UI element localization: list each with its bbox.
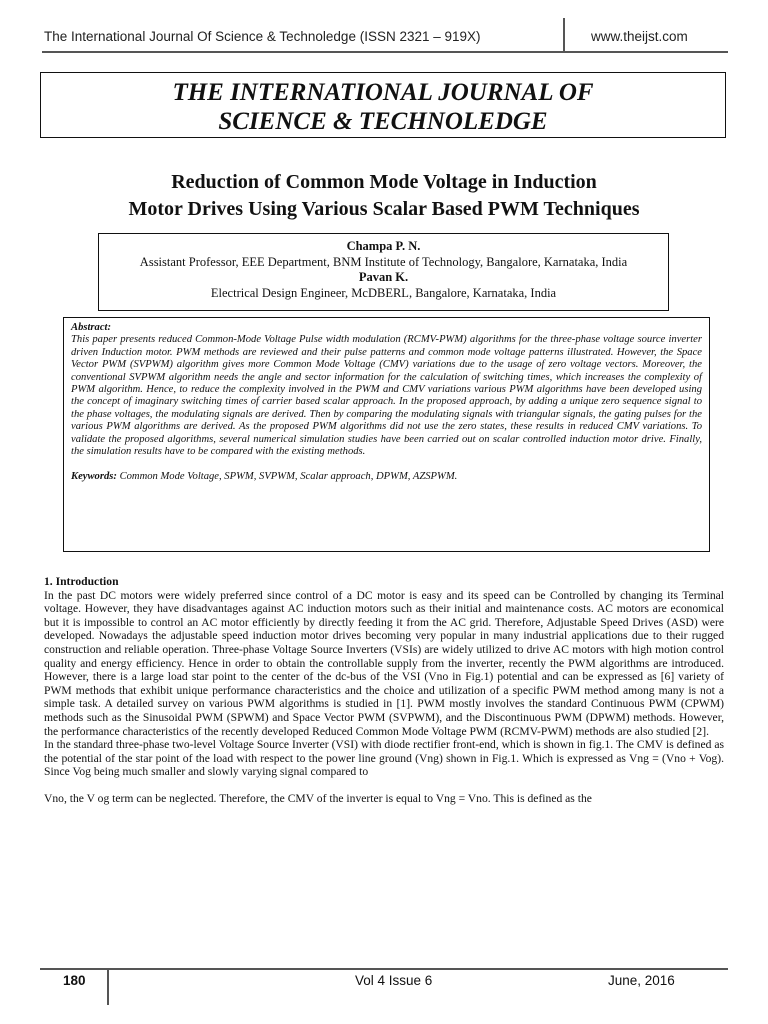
author-block: [98, 233, 669, 311]
publication-date: June, 2016: [608, 973, 675, 988]
abstract-label: Abstract:: [71, 322, 112, 333]
abstract-text: This paper presents reduced Common-Mode Voltage Pulse width modulation (RCMV-PWM) algorithms for the three-phase voltage source inverter driven Induction motor. PWM methods are reviewed and their pulse patterns and common mode voltage patterns illustrated. However, the Space Vector PWM (SVPWM) algorithm gives more Common Mode Voltage (CMV) variations due to the usage of zero voltage vectors. Moreover, the conventional SVPWM algorithm needs the angle and sector information for the calculation of switching times, which increases the complexity of PWM algorithm. Hence, to reduce the complexity involved in the PWM and CMV variations various PWM algorithms have been developed using the concept of imaginary switching times of carrier based scalar approach. In the proposed approach, by adding a unique zero sequence signal to the phase voltages, the modulating signals are derived. Then by comparing the modulating signals with triangular signals, the gating pulses for the various PWM algorithms are derived. As the proposed PWM algorithms did not use the zero states, these results in reduced CMV variations. To validate the proposed algorithms, several numerical simulation studies have been carried out on scalar controlled induction motor drive. Finally, the simulation results have to be compared with the existing methods.: [71, 334, 702, 458]
page-number: 180: [63, 973, 86, 988]
body-paragraph: Vno, the V og term can be neglected. Therefore, the CMV of the inverter is equal to Vng = Vno. This is defined as the: [44, 791, 592, 805]
keywords-text: Common Mode Voltage, SPWM, SVPWM, Scalar approach, DPWM, AZSPWM.: [119, 471, 458, 483]
author-name: Champa P. N.: [346, 239, 421, 253]
paper-title: [40, 169, 728, 223]
article-body: [44, 575, 724, 806]
running-header: [0, 0, 768, 52]
keywords-label: Keywords:: [71, 471, 117, 483]
masthead-line-2: SCIENCE & TECHNOLEDGE: [218, 108, 548, 135]
author-affiliation: Electrical Design Engineer, McDBERL, Bangalore, Karnataka, India: [210, 285, 557, 300]
paper-title-line-2: Motor Drives Using Various Scalar Based PWM Techniques: [128, 198, 640, 220]
body-paragraph: In the past DC motors were widely preferred since control of a DC motor is easy and its speed can be Controlled by changing its Terminal voltage. However, they have disadvantages against AC induction motors such as their initial and maintenance costs. AC motors are economical but it is impossible to control an AC motor efficiently by directly feeding it from the AC grid. Therefore, Adjustable Speed Drives (ASD) were developed. Nowadays the adjustable speed induction motor drives becoming very popular in many industrial applications due to their rugged construction and reliable operation. Three-phase Voltage Source Inverters (VSIs) are widely utilized to drive AC motors with high motion control quality and energy efficiency. Hence in order to obtain the controllable supply from the inverter, recently the PWM algorithms are introduced. However, there is a large load star point to the center of the dc-bus of the VSI (Vno in Fig.1) potential and can be expressed as [6] variety of PWM methods that exhibit unique performance characteristics and the choice and utilization of a specific PWM method among many is not a simple task. A detailed survey on various PWM algorithms is studied in [1]. PWM mostly involves the standard Continuous PWM (CPWM) methods such as the Sinusoidal PWM (SPWM) and Space Vector PWM (SVPWM), and the Discontinuous PWM (DPWM) methods. However, the performance characteristics of the recently developed Reduced Common Mode Voltage PWM (RCMV-PWM) methods are also studied [2].: [44, 588, 724, 738]
header-rule: [42, 51, 728, 53]
abstract-box: [63, 317, 710, 552]
journal-running-title: The International Journal Of Science & Technoledge (ISSN 2321 – 919X): [44, 29, 481, 44]
keywords: [71, 471, 702, 483]
section-heading: 1. Introduction: [44, 575, 119, 588]
footer-divider: [107, 969, 109, 1005]
body-paragraph: In the standard three-phase two-level Voltage Source Inverter (VSI) with diode rectifier front-end, which is shown in fig.1. The CMV is defined as the potential of the star point of the load with respect to the power line ground (Vng) shown in Fig.1. Which is expressed as Vng = (Vno + Vog). Since Vog being much smaller and slowly varying signal compared to: [44, 738, 724, 779]
author-affiliation: Assistant Professor, EEE Department, BNM Institute of Technology, Bangalore, Karnataka, India: [139, 254, 628, 269]
masthead-line-1: THE INTERNATIONAL JOURNAL OF: [172, 79, 594, 106]
volume-issue: Vol 4 Issue 6: [355, 973, 433, 988]
journal-masthead: [40, 72, 726, 138]
header-divider: [563, 18, 565, 52]
author-name: Pavan K.: [358, 270, 409, 284]
paper-title-line-1: Reduction of Common Mode Voltage in Induction: [171, 171, 597, 193]
journal-website: www.theijst.com: [591, 29, 688, 44]
footer-rule: [40, 968, 728, 970]
